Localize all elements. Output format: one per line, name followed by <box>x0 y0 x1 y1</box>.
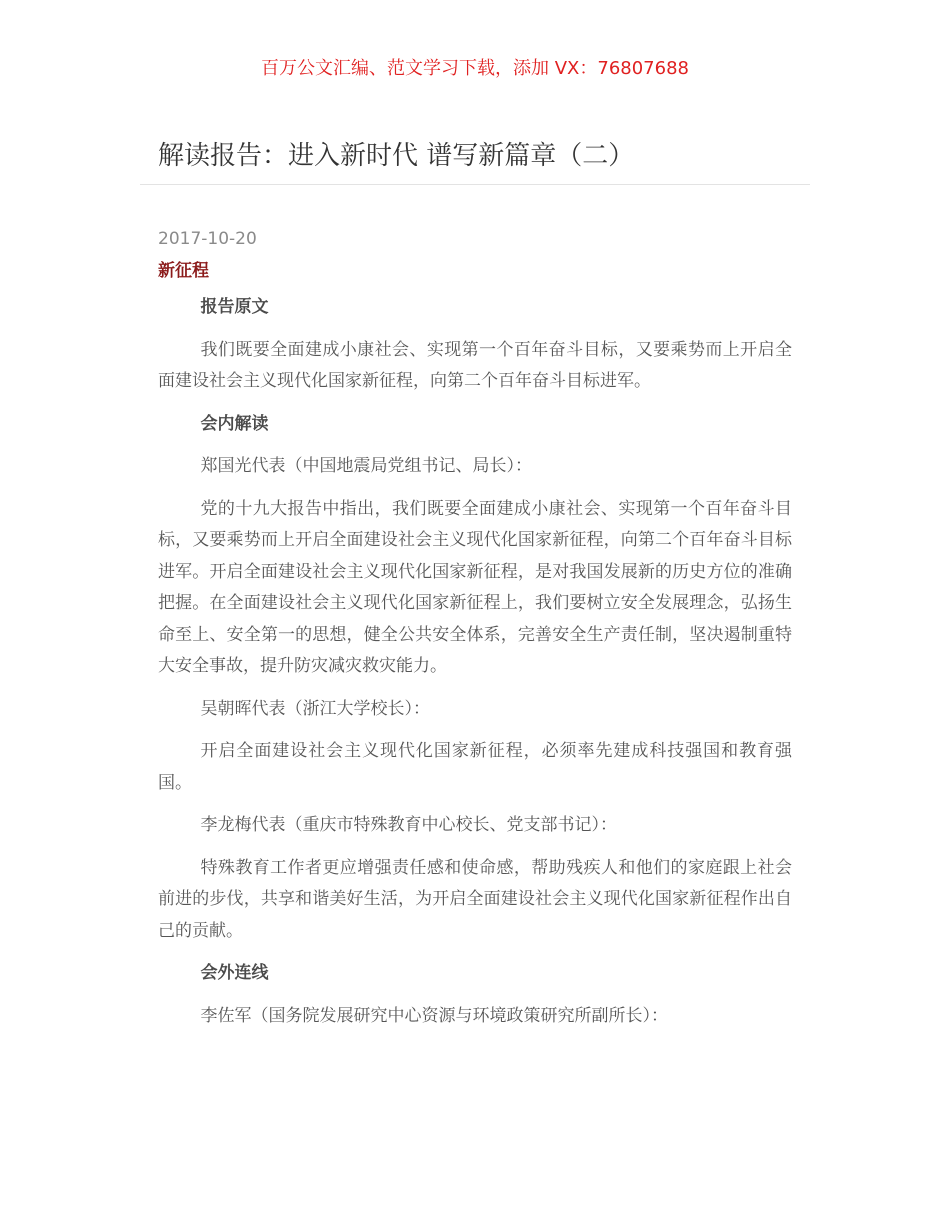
speaker-line: 李龙梅代表（重庆市特殊教育中心校长、党支部书记）： <box>200 815 617 835</box>
subheading-internal-interpretation: 会内解读 <box>200 413 269 434</box>
publish-date: 2017-10-20 <box>158 229 257 249</box>
paragraph: 我们既要全面建成小康社会、实现第一个百年奋斗目标，又要乘势而上开启全面建设社会主义现代化国家新征程，向第二个百年奋斗目标进军。 <box>158 339 792 391</box>
paragraph: 开启全面建设社会主义现代化国家新征程，必须率先建成科技强国和教育强国。 <box>158 741 792 793</box>
paragraph: 特殊教育工作者更应增强责任感和使命感，帮助残疾人和他们的家庭跟上社会前进的步伐，共享和谐美好生活，为开启全面建设社会主义现代化国家新征程作出自己的贡献。 <box>158 857 792 941</box>
speaker-line: 吴朝晖代表（浙江大学校长）： <box>200 698 430 719</box>
section-title: 新征程 <box>158 261 209 281</box>
promo-banner: 百万公文汇编、范文学习下载，添加 VX：76807688 <box>261 58 689 79</box>
subheading-external-connection: 会外连线 <box>200 963 269 983</box>
paragraph: 党的十九大报告中指出，我们既要全面建成小康社会、实现第一个百年奋斗目标，又要乘势而上开启全面建设社会主义现代化国家新征程，向第二个百年奋斗目标进军。开启全面建设社会主义现代化国家新征程，是对我国发展新的历史方位的准确把握。在全面建设社会主义现代化国家新征程上，我们要树立安全发展理念，弘扬生命至上、安全第一的思想，健全公共安全体系，完善安全生产责任制，坚决遏制重特大安全事故，提升防灾减灾救灾能力。 <box>158 498 792 676</box>
article-body <box>158 226 792 1043</box>
speaker-line: 郑国光代表（中国地震局党组书记、局长）： <box>200 456 532 476</box>
article-title: 解读报告：进入新时代 谱写新篇章（二） <box>158 141 635 171</box>
subheading-report-original: 报告原文 <box>200 297 269 317</box>
title-divider <box>140 184 810 185</box>
speaker-line: 李佐军（国务院发展研究中心资源与环境政策研究所副所长）： <box>200 1005 668 1026</box>
